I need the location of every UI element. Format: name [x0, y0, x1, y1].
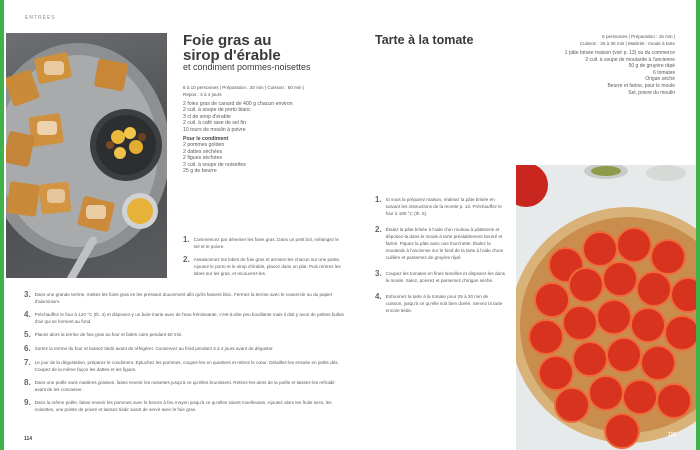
ingredient-item: 10 tours de moulin à poivre	[183, 126, 246, 133]
step-number: 4.	[24, 310, 31, 319]
recipe1-steps-top	[183, 236, 343, 283]
ingredient-item: 1 pâte brisée maison (voir p. 13) ou du commerce	[564, 50, 675, 56]
recipe1-ingredients	[183, 101, 353, 174]
recipe1-meta-line1: 8 à 10 personnes | Préparation : 20 min | Cuisson : 50 min |	[183, 85, 305, 90]
ingredient-item: 50 g de gruyère râpé	[628, 63, 675, 70]
recipe-step	[24, 291, 344, 305]
recipe-step	[24, 379, 344, 393]
recipe-step	[24, 345, 344, 353]
recipe-step	[24, 359, 344, 373]
foie-gras-photo	[6, 33, 167, 278]
step-number: 8.	[24, 378, 31, 387]
recipe-step	[375, 293, 505, 314]
step-text: Commencez par déveiner les foies gras. Dans un petit bol, mélangez le sel et le poivre.	[193, 237, 339, 249]
step-number: 5.	[24, 330, 31, 339]
condiment-item: 25 g de beurre	[183, 168, 217, 175]
recipe1-title: Foie gras au sirop d'érable	[183, 32, 281, 64]
ingredient-item: 2 cuil. à soupe de porto blanc	[183, 107, 251, 114]
ingredient-item: 2 cuil. à soupe de moutarde à l'ancienne	[585, 56, 675, 63]
recipe-step	[24, 331, 344, 339]
step-number: 6.	[24, 344, 31, 353]
section-label: ENTRÉES	[25, 15, 56, 21]
step-number: 9.	[24, 398, 31, 407]
recipe-step	[183, 256, 343, 277]
condiment-item: 2 cuil. à soupe de noisettes	[183, 161, 246, 168]
step-text: Le jour de la dégustation, préparez le condiment. Épluchez les pommes, coupez-les en quartiers et retirez le cœur. Détaillez-les ensuite en petits dés. Coupez de la même façon les dattes et les figues.	[34, 360, 339, 372]
ingredient-item: 6 tomates	[653, 69, 675, 76]
recipe2-meta	[540, 33, 675, 47]
ingredient-item: 2 cuil. à café rase de sel fin	[183, 120, 246, 127]
recipe2-meta-line2: Cuisson : 25 à 30 min | Matériel : moule à tarte	[579, 41, 675, 46]
step-number: 7.	[24, 358, 31, 367]
ingredient-item: Beurre et farine, pour le moule	[607, 82, 675, 89]
ingredient-item: Sel, poivre du moulin	[628, 89, 675, 96]
ingredient-item: 3 cl de sirop d'érable	[183, 113, 231, 120]
step-text: Si vous la préparez maison, réalisez la pâte brisée en suivant les instructions de la recette p. 13. Préchauffez le four à 180 °C (th. 6).	[385, 197, 502, 216]
page-edge-left	[0, 0, 4, 450]
ingredient-item: 2 foies gras de canard de 400 g chacun environ	[183, 101, 293, 107]
step-number: 1.	[375, 195, 382, 204]
page-edge-right	[696, 0, 700, 450]
step-text: Dans une poêle sans matières grasses, faites revenir les noisettes jusqu'à ce qu'elles brunissent. Retirez-les alors de la poêle et laissez-les refroidir avant de les concasser.	[34, 380, 335, 392]
recipe2-title: Tarte à la tomate	[375, 33, 474, 47]
step-text: Sortez la terrine du four et laissez tiédir avant de réfrigérer. Conservez au froid pendant 3 à 4 jours avant de déguster.	[34, 346, 274, 351]
recipe2-ingredients	[540, 50, 675, 96]
step-text: Assaisonnez les lobes de foie gras et arrosez-les chacun sur une partie. Ajoutez le porto et le sirop d'érable, placez dans un plat. Puis rentrez les lobes sur les gras, et recouvrez-les.	[193, 257, 341, 276]
step-number: 2.	[183, 255, 190, 264]
recipe1-meta	[183, 84, 343, 98]
recipe-step	[375, 226, 505, 261]
recipe1-meta-line2: Repos : 3 à 4 jours	[183, 92, 222, 97]
tomato-tart-photo	[516, 165, 696, 450]
step-text: Dans la même poêle, faites revenir les pommes avec le beurre à feu moyen jusqu'à ce qu'elles soient moelleuses. Ajoutez alors les fruits secs, les noisettes, une pointe de poivre et laissez tiédir avant de servir avec le foie gras.	[34, 400, 332, 412]
recipe2-steps	[375, 196, 505, 323]
step-text: Préchauffez le four à 120 °C (th. 4) et disposez-y un bain-marie avec de l'eau frémissante, c'est-à-dire peu bouillante mais il doit y avoir de petites bulles d'air qui se forment au fond.	[34, 312, 344, 324]
condiment-item: 2 pommes golden	[183, 142, 225, 149]
condiment-header: Pour le condiment	[183, 136, 229, 143]
condiment-item: 2 dattes sèchées	[183, 148, 223, 155]
step-number: 2.	[375, 225, 382, 234]
step-text: Dans une grande terrine, mettez les foies gras en les pressant doucement afin qu'ils fassent bloc. Fermez la terrine avec le couvercle ou du papier d'aluminium.	[34, 292, 333, 304]
condiment-item: 2 figues sèchées	[183, 155, 222, 162]
recipe-step	[375, 196, 505, 217]
step-number: 3.	[375, 269, 382, 278]
recipe-step	[375, 270, 505, 284]
step-number: 1.	[183, 235, 190, 244]
recipe-step	[183, 236, 343, 250]
recipe1-subtitle: et condiment pommes-noisettes	[183, 62, 311, 72]
recipe-step	[24, 311, 344, 325]
step-number: 4.	[375, 292, 382, 301]
step-text: Placez alors la terrine de foie gras au four et faites cuire pendant 50 min.	[34, 332, 183, 337]
page-number-right: 115	[668, 432, 677, 438]
ingredient-item: Origan séché	[645, 76, 675, 83]
step-text: Enfournez la tarte à la tomate pour 25 à 30 min de cuisson, jusqu'à ce qu'elle soit bien dorée. Servez la tarte encore tiède.	[385, 294, 503, 313]
step-text: Coupez les tomates en fines lamelles et disposez-les dans le moule. Salez, poivrez et parsemez d'origan séché.	[385, 271, 505, 283]
page-number-left: 114	[24, 436, 33, 442]
recipe2-meta-line1: 6 personnes | Préparation : 15 min |	[602, 34, 675, 39]
step-text: Étalez la pâte brisée à l'aide d'un rouleau à pâtisserie et déposez-la dans le moule à tarte préalablement beurré et fariné. Piquez la pâte avec une fourchette. Étalez la moutarde à l'ancienne sur le fond de la tarte à l'aide d'une cuillère et parsemez de gruyère râpé.	[385, 227, 504, 260]
recipe-step	[24, 399, 344, 413]
recipe1-steps-bottom	[24, 291, 344, 419]
step-number: 3.	[24, 290, 31, 299]
